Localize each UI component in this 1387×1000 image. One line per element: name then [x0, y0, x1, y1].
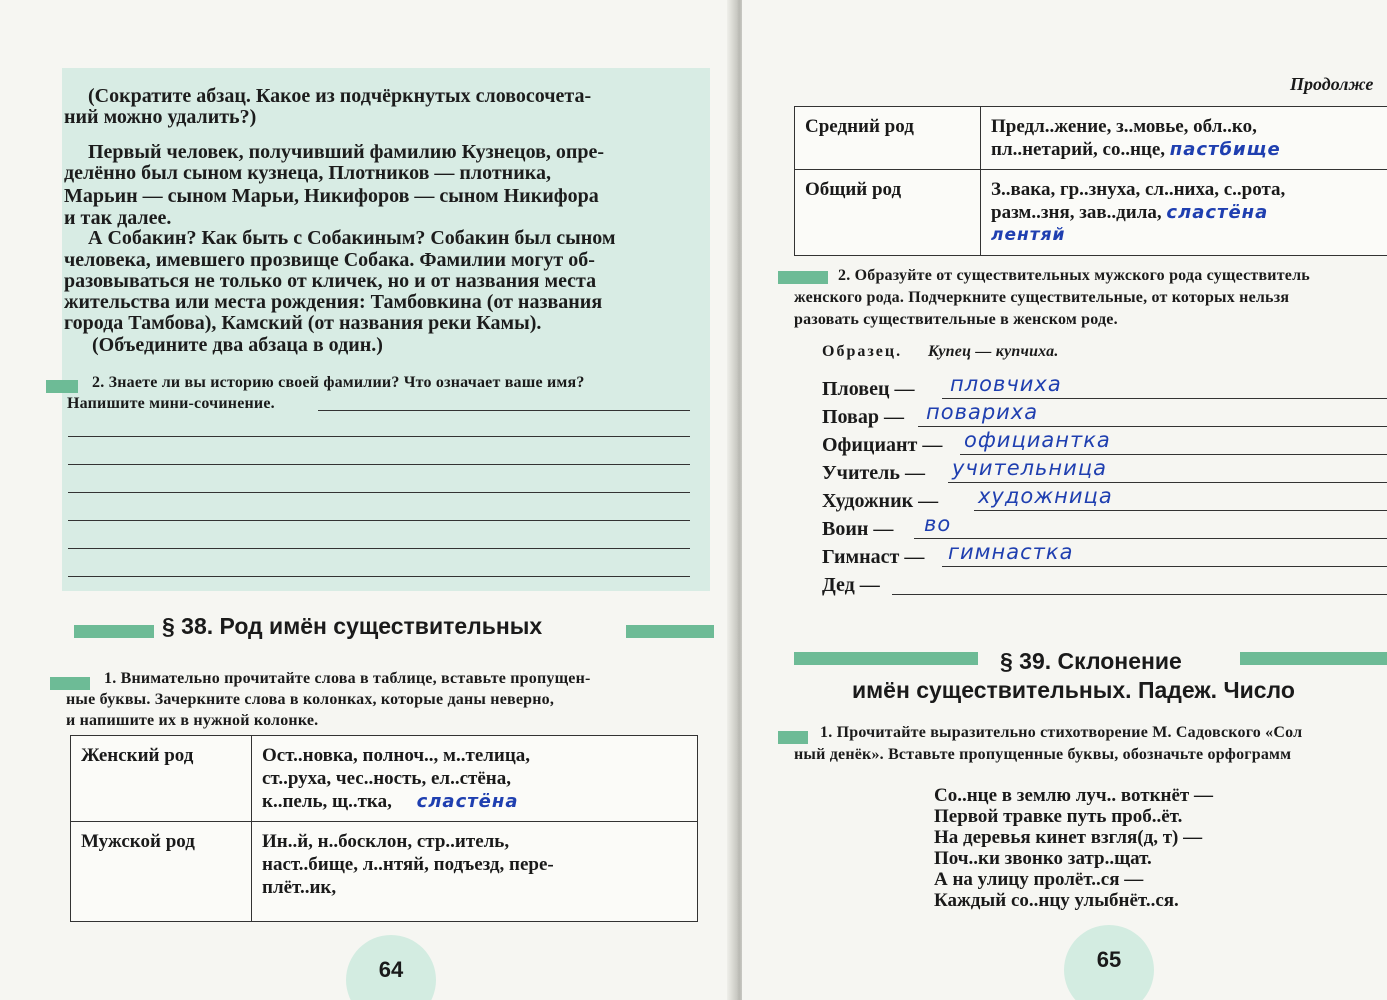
- paragraph-line: и так далее.: [64, 207, 172, 229]
- paragraph-line: человека, имевшего прозвище Собака. Фамилии могут об-: [64, 249, 595, 271]
- page-number: 65: [1064, 925, 1154, 1000]
- exercise-marker: [778, 271, 828, 284]
- answer-line: [318, 410, 690, 411]
- handwritten-answer: лентяй: [991, 225, 1066, 245]
- poem-line: Каждый со..нцу улыбнёт..ся.: [934, 890, 1179, 911]
- paragraph-line: жительства или места рождения: Тамбовкина (от названия: [64, 291, 603, 313]
- section-39-title: имён существительных. Падеж. Число: [852, 677, 1295, 703]
- paragraph-line: (Объедините два абзаца в один.): [92, 334, 383, 356]
- word-item: Дед —: [822, 574, 880, 596]
- words-line: [262, 790, 687, 813]
- paragraph-line: разовываться не только от кличек, но и от названия места: [64, 270, 597, 292]
- paragraph-line: города Тамбова), Камский (от названия реки Камы).: [64, 312, 542, 334]
- word-item: Повар —: [822, 406, 904, 428]
- exercise-1-text: ный денёк». Вставьте пропущенные буквы, обозначьте орфограмм: [794, 746, 1292, 763]
- handwritten-answer: учительница: [952, 456, 1107, 480]
- words-text: пл..нетарий, со..нце,: [991, 139, 1166, 160]
- right-page: [742, 0, 1387, 1000]
- paragraph-line: ний можно удалить?): [64, 106, 257, 128]
- answer-line: [68, 464, 690, 465]
- word-item: Официант —: [822, 434, 943, 456]
- exercise-1-text: 1. Внимательно прочитайте слова в таблице, вставьте пропущен-: [104, 670, 591, 687]
- exercise-2-text: разовать существительные в женском роде.: [794, 311, 1118, 328]
- answer-line: [68, 436, 690, 437]
- paragraph-line: А Собакин? Как быть с Собакиным? Собакин был сыном: [88, 227, 616, 249]
- poem-line: Со..нце в землю луч.. воткнёт —: [934, 785, 1213, 806]
- exercise-1-text: и напишите их в нужной колонке.: [66, 712, 319, 729]
- answer-line: [918, 426, 1387, 427]
- handwritten-answer: сластёна: [1166, 202, 1269, 223]
- answer-line: [942, 566, 1387, 567]
- words-cell: [252, 736, 698, 822]
- word-item: Гимнаст —: [822, 546, 925, 568]
- section-marker-right: [626, 625, 714, 638]
- poem-line: На деревья кинет взгля(д, т) —: [934, 827, 1203, 848]
- gender-cell: Женский род: [71, 736, 252, 822]
- section-marker-right: [1240, 652, 1387, 665]
- words-line: Ин..й, н..босклон, стр..итель,: [262, 831, 510, 852]
- exercise-marker: [778, 731, 808, 744]
- gender-table-left: [70, 735, 698, 922]
- table-row: [71, 822, 698, 922]
- exercise-2-text: 2. Знаете ли вы историю своей фамилии? Что означает ваше имя?: [92, 374, 585, 391]
- continuation-label: Продолже: [1290, 74, 1374, 94]
- words-line: ст..руха, чес..ность, ел..стёна,: [262, 768, 511, 789]
- paragraph-line: (Сократите абзац. Какое из подчёркнутых словосочета-: [88, 85, 592, 107]
- section-marker-left: [74, 625, 154, 638]
- handwritten-answer: гимнастка: [948, 540, 1074, 564]
- gender-cell: Средний род: [795, 107, 981, 170]
- handwritten-answer: повариха: [926, 400, 1039, 424]
- exercise-1-text: ные буквы. Зачеркните слова в колонках, которые даны неверно,: [66, 691, 555, 708]
- words-line: [991, 138, 1383, 161]
- answer-line: [948, 482, 1387, 483]
- answer-line: [68, 576, 690, 577]
- answer-line: [914, 538, 1387, 539]
- paragraph-line: делённо был сыном кузнеца, Плотников — плотника,: [64, 162, 551, 184]
- exercise-2-text: Напишите мини-сочинение.: [67, 395, 275, 412]
- word-item: Пловец —: [822, 378, 915, 400]
- answer-line: [960, 454, 1387, 455]
- words-cell: [252, 822, 698, 922]
- paragraph-line: Первый человек, получивший фамилию Кузнецов, опре-: [88, 141, 605, 163]
- poem-line: Первой травке путь проб..ёт.: [934, 806, 1183, 827]
- section-39-title: § 39. Склонение: [1000, 648, 1182, 674]
- poem-line: А на улицу пролёт..ся —: [934, 869, 1144, 890]
- answer-line: [68, 520, 690, 521]
- answer-line: [942, 398, 1387, 399]
- handwritten-answer: пловчиха: [950, 372, 1062, 396]
- word-item: Учитель —: [822, 462, 925, 484]
- gender-cell: Мужской род: [71, 822, 252, 922]
- table-row: [71, 736, 698, 822]
- sample-text: Купец — купчиха.: [928, 343, 1059, 360]
- words-text: к..пель, щ..тка,: [262, 791, 392, 812]
- answer-line: [68, 492, 690, 493]
- poem-line: Поч..ки звонко затр..щат.: [934, 848, 1152, 869]
- words-line: З..вака, гр..знуха, сл..ниха, с..рота,: [991, 179, 1286, 200]
- exercise-2-text: 2. Образуйте от существительных мужского рода существитель: [838, 267, 1310, 284]
- handwritten-answer: во: [924, 512, 952, 536]
- section-marker-left: [794, 652, 978, 665]
- exercise-marker: [50, 677, 90, 690]
- exercise-marker: [46, 380, 78, 393]
- exercise-1-text: 1. Прочитайте выразительно стихотворение М. Садовского «Сол: [820, 724, 1303, 741]
- words-cell: [981, 107, 1387, 170]
- words-line: наст..бище, л..нтяй, подъезд, пере-: [262, 854, 554, 875]
- words-line: [991, 201, 1383, 224]
- handwritten-answer: сластёна: [416, 791, 519, 812]
- words-line: плёт..ик,: [262, 877, 337, 898]
- words-cell: [981, 170, 1387, 256]
- words-text: разм..зня, зав..дила,: [991, 202, 1162, 223]
- handwritten-answer: пастбище: [1169, 139, 1281, 160]
- page-number: 64: [346, 935, 436, 1000]
- words-line: Предл..жение, з..мовье, обл..ко,: [991, 116, 1257, 137]
- answer-line: [68, 548, 690, 549]
- words-line: Ост..новка, полноч.., м..телица,: [262, 745, 531, 766]
- exercise-2-text: женского рода. Подчеркните существительные, от которых нельзя: [794, 289, 1290, 306]
- word-item: Воин —: [822, 518, 894, 540]
- answer-line: [892, 594, 1387, 595]
- section-38-title: § 38. Род имён существительных: [162, 613, 543, 639]
- gender-table-right: [794, 106, 1387, 256]
- table-row: [795, 170, 1387, 256]
- handwritten-answer: официантка: [964, 428, 1111, 452]
- answer-line: [974, 510, 1387, 511]
- sample-label: Образец.: [822, 343, 903, 360]
- word-item: Художник —: [822, 490, 939, 512]
- table-row: [795, 107, 1387, 170]
- gender-cell: Общий род: [795, 170, 981, 256]
- handwritten-answer: художница: [978, 484, 1113, 508]
- paragraph-line: Марьин — сыном Марьи, Никифоров — сыном Никифора: [64, 185, 599, 207]
